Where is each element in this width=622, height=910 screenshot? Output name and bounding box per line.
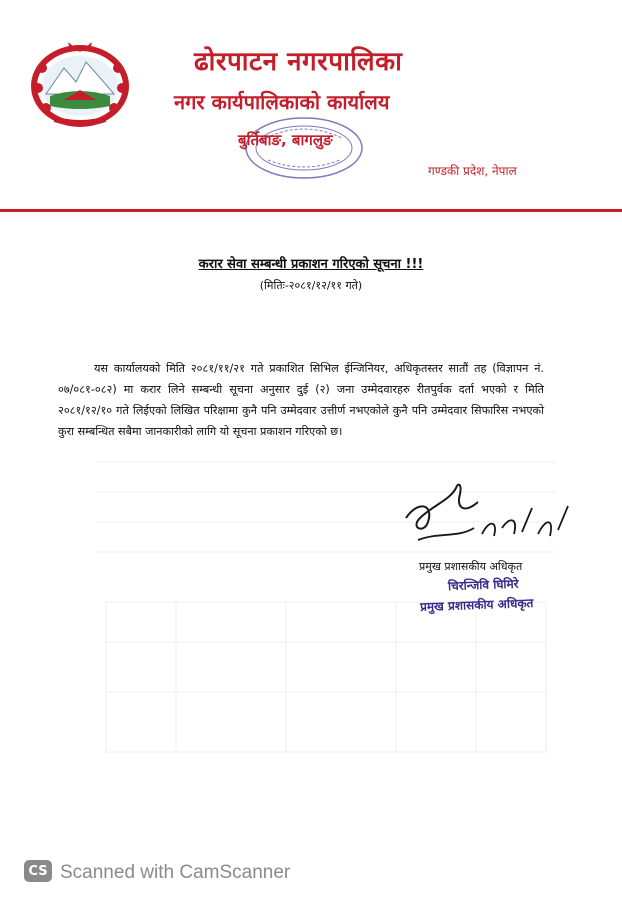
notice-date: (मितिः-२०८१/१२/११ गते) bbox=[259, 279, 363, 292]
municipality-name: ढोरपाटन नगरपालिका bbox=[194, 47, 403, 77]
nepal-emblem-logo bbox=[24, 38, 136, 130]
stamp-officer-name: चिरन्जिवि घिमिरे bbox=[447, 576, 519, 594]
notice-body: यस कार्यालयको मिति २०८१/११/२१ गते प्रकाशित सिभिल ईन्जिनियर, अधिकृतस्तर सातौं तह (विज्ञापन नं. ०७/०८१-०८२) मा करार लिने सम्बन्धी सूचना अनुसार दुई (२) जना उम्मेदवारहरु रीतपुर्वक दर्ता भएको र मिति २०८१/१२/१० गते लिईएको लिखित परिक्षामा कुनै पनि उम्मेदवार उत्तीर्ण नभएकोले कुनै पनि उम्मेदवार सिफारिस नभएको कुरा सम्बन्धित सबैमा जानकारीको लागि यो सूचना प्रकाशन गरिएको छ। bbox=[58, 362, 544, 438]
header-divider bbox=[0, 209, 622, 212]
stamp-officer-title: प्रमुख प्रशासकीय अधिकृत bbox=[419, 596, 534, 614]
notice-title bbox=[0, 254, 622, 272]
office-name: नगर कार्यपालिकाको कार्यालय bbox=[174, 90, 390, 114]
handwritten-signature bbox=[398, 478, 576, 550]
office-location: बुर्तिबाङ, बागलुङ bbox=[238, 131, 333, 149]
camscanner-watermark: Scanned with CamScanner bbox=[60, 862, 291, 883]
province-text: गण्डकी प्रदेश, नेपाल bbox=[428, 164, 517, 178]
camscanner-logo: CS bbox=[24, 860, 52, 882]
notice-title-text: करार सेवा सम्बन्धी प्रकाशन गरिएको सूचना !!! bbox=[198, 257, 424, 272]
signatory-title: प्रमुख प्रशासकीय अधिकृत bbox=[419, 560, 523, 573]
